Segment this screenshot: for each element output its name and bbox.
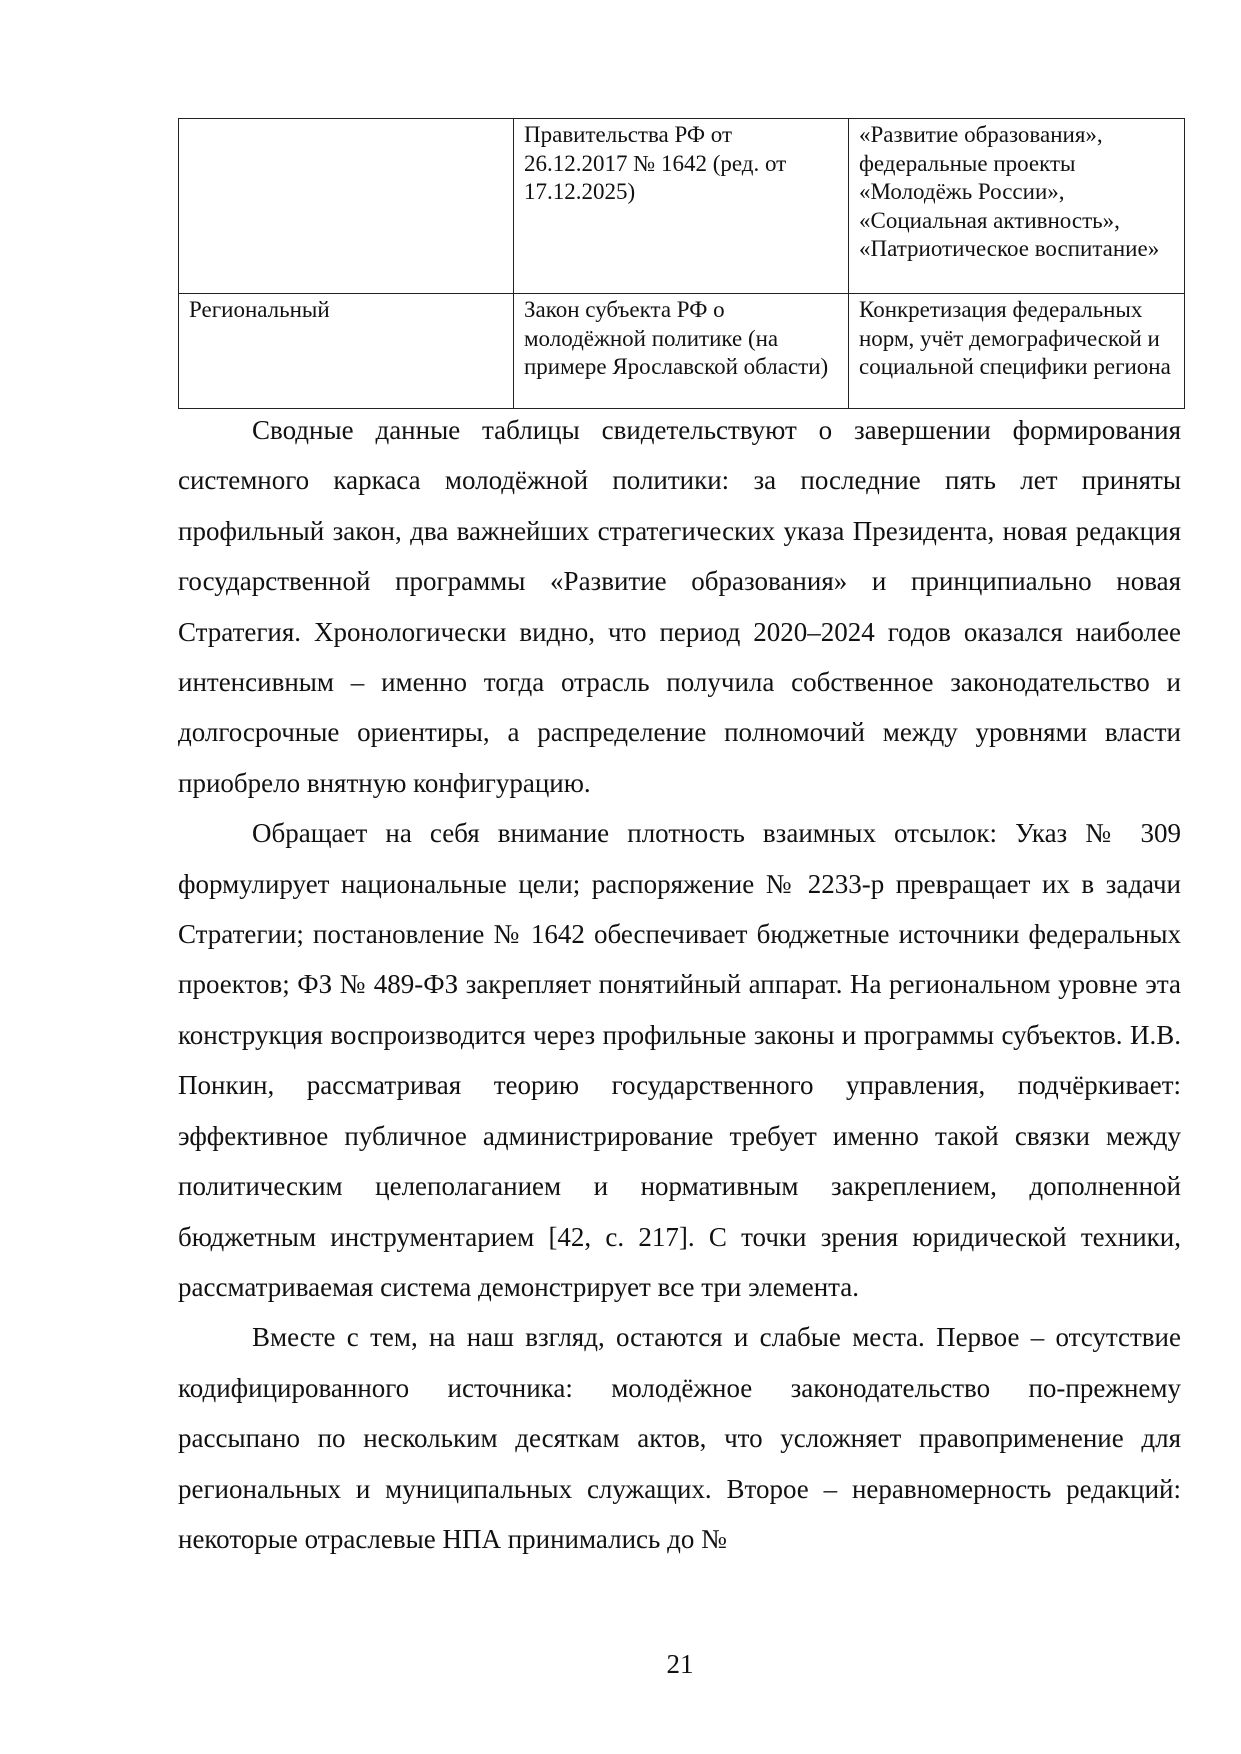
body-text xyxy=(178,405,1181,1564)
table-row xyxy=(179,294,1185,409)
paragraph: Сводные данные таблицы свидетельствуют о завершении формирования системного каркаса молодёжной политики: за последние пять лет приняты профильный закон, два важнейших стратегических указа Президента, новая редакция государственной программы «Развитие образования» и принципиально новая Стратегия. Хронологически видно, что период 2020–2024 годов оказался наиболее интенсивным – именно тогда отрасль получила собственное законодательство и долгосрочные ориентиры, а распределение полномочий между уровнями власти приобрело внятную конфигурацию. xyxy=(178,415,1181,798)
table-cell-content: Конкретизация федеральных норм, учёт демографической и социальной специфики региона xyxy=(849,294,1185,409)
paragraph: Вместе с тем, на наш взгляд, остаются и слабые места. Первое – отсутствие кодифицированного источника: молодёжное законодательство по-прежнему рассыпано по нескольким десяткам актов, что усложняет правоприменение для региональных и муниципальных служащих. Второе – неравномерность редакций: некоторые отраслевые НПА принимались до № xyxy=(178,1322,1181,1554)
table-cell-content: «Развитие образования», федеральные проекты «Молодёжь России», «Социальная активность», «Патриотическое воспитание» xyxy=(849,119,1185,294)
table-cell-act: Закон субъекта РФ о молодёжной политике (на примере Ярославской области) xyxy=(514,294,849,409)
table-cell-level xyxy=(179,119,514,294)
table-row xyxy=(179,119,1185,294)
table-cell-act: Правительства РФ от 26.12.2017 № 1642 (ред. от 17.12.2025) xyxy=(514,119,849,294)
table-cell-level: Региональный xyxy=(179,294,514,409)
paragraph: Обращает на себя внимание плотность взаимных отсылок: Указ № 309 формулирует национальные цели; распоряжение № 2233-р превращает их в задачи Стратегии; постановление № 1642 обеспечивает бюджетные источники федеральных проектов; ФЗ № 489-ФЗ закрепляет понятийный аппарат. На региональном уровне эта конструкция воспроизводится через профильные законы и программы субъектов. И.В. Понкин, рассматривая теорию государственного управления, подчёркивает: эффективное публичное администрирование требует именно такой связки между политическим целеполаганием и нормативным закреплением, дополненной бюджетным инструментарием [42, с. 217]. С точки зрения юридической техники, рассматриваемая система демонстрирует все три элемента. xyxy=(178,818,1181,1302)
legal-acts-table xyxy=(178,118,1185,409)
page-number: 21 xyxy=(666,1649,694,1679)
